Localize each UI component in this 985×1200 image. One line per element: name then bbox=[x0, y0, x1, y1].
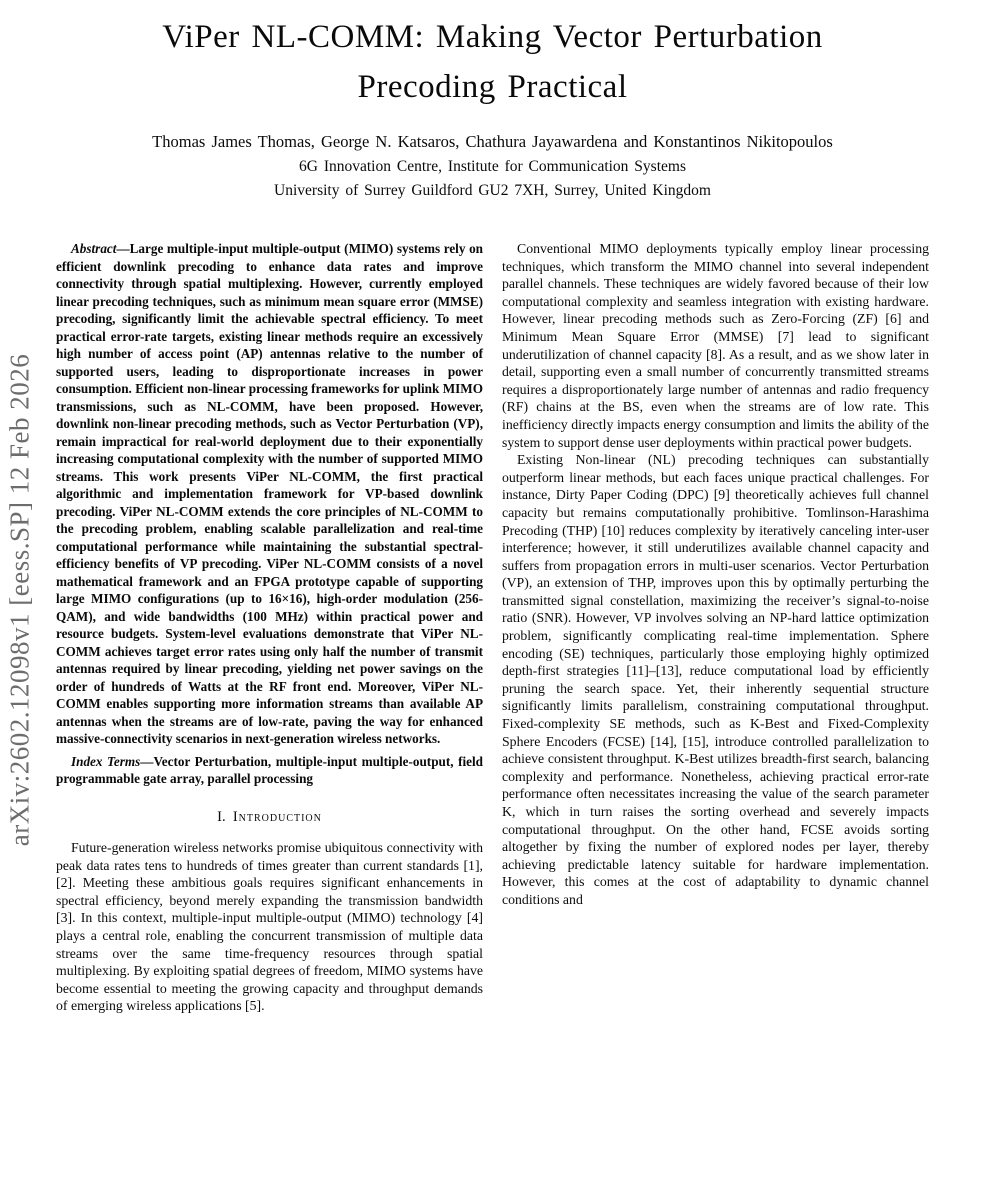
paper-header bbox=[0, 0, 985, 200]
section-heading-introduction bbox=[56, 809, 483, 827]
two-column-body bbox=[0, 240, 985, 1015]
affiliation-line-2: University of Surrey Guildford GU2 7XH, Surrey, United Kingdom bbox=[274, 182, 711, 199]
arxiv-watermark: arXiv:2602.12098v1 [eess.SP] 12 Feb 2026 bbox=[4, 353, 35, 847]
paper-title-line-1: ViPer NL-COMM: Making Vector Perturbation bbox=[162, 19, 823, 55]
intro-paragraph: Future-generation wireless networks promise ubiquitous connectivity with peak data rates tens to hundreds of times greater than current standards [1], [2]. Meeting these ambitious goals requires significant enhancements in spectral efficiency, beyond merely expanding the transmission bandwidth [3]. In this context, multiple-input multiple-output (MIMO) technology [4] plays a central role, enabling the concurrent transmission of multiple data streams over the same time-frequency resources through spatial multiplexing. By exploiting spatial degrees of freedom, MIMO systems have become essential to meeting the growing capacity and throughput demands of emerging wireless applications [5]. bbox=[56, 840, 483, 1014]
abstract-paragraph bbox=[56, 240, 483, 748]
affiliation-line-1: 6G Innovation Centre, Institute for Communication Systems bbox=[299, 158, 686, 175]
abstract-text: —Large multiple-input multiple-output (MIMO) systems rely on efficient downlink precoding to enhance data rates and improve connectivity through spatial multiplexing. However, currently employed linear precoding techniques, such as minimum mean square error (MMSE) precoding, significantly limit the achievable spectral efficiency. To meet practical error-rate targets, existing linear methods require an excessively high number of access point (AP) antennas relative to the number of supported users, leading to disproportionate increases in power consumption. Efficient non-linear processing frameworks for uplink MIMO transmissions, such as NL-COMM, have been proposed. However, downlink non-linear precoding methods, such as Vector Perturbation (VP), remain impractical for real-world deployment due to their exponentially increasing computational complexity with the number of supported MIMO streams. This work presents ViPer NL-COMM, the first practical algorithmic and implementation framework for VP-based downlink precoding. ViPer NL-COMM extends the core principles of NL-COMM to the precoding problem, enabling scalable parallelization and real-time computational performance while maintaining the substantial spectral-efficiency benefits of VP precoding. ViPer NL-COMM consists of a novel mathematical framework and an FPGA prototype capable of supporting large MIMO configurations (up to 16×16), high-order modulation (256-QAM), and wide bandwidths (100 MHz) within practical power and resource budgets. System-level evaluations demonstrate that ViPer NL-COMM achieves target error rates using only half the number of transmit antennas required by linear precoding, yielding net power savings on the order of hundreds of Watts at the RF front end. Moreover, ViPer NL-COMM enables supporting more information streams than available AP antennas when the streams are of low-rate, paving the way for enhanced massive-connectivity scenarios in next-generation wireless networks. bbox=[56, 241, 483, 746]
left-column bbox=[56, 240, 483, 1015]
section-title: Introduction bbox=[232, 808, 322, 825]
authors-line: Thomas James Thomas, George N. Katsaros, Chathura Jayawardena and Konstantinos Nikitopoulos bbox=[152, 132, 833, 151]
paper-title-line-2: Precoding Practical bbox=[357, 69, 628, 105]
right-column-paragraph-2: Existing Non-linear (NL) precoding techniques can substantially outperform linear methods, but each faces unique practical challenges. For instance, Dirty Paper Coding (DPC) [9] theoretically achieves full channel capacity but remains computationally prohibitive. Tomlinson-Harashima Precoding (THP) [10] reduces complexity by iteratively canceling inter-user interference; however, it still underutilizes available channel capacity and suffers from propagation errors in multi-user scenarios. Vector Perturbation (VP), an extension of THP, improves upon this by optimally perturbing the transmitted signal constellation, maximizing the receiver’s signal-to-noise ratio (SNR). However, VP involves solving an NP-hard lattice optimization problem, significantly complicating real-time implementation. Sphere encoding (SE) techniques, particularly those employing highly optimized depth-first strategies [11]–[13], reduce computational load by efficiently pruning the search space. Yet, their inherently sequential structure significantly limits parallelism, constraining computational throughput. Fixed-complexity SE methods, such as K-Best and Fixed-Complexity Sphere Encoders (FCSE) [14], [15], introduce controlled parallelization to achieve consistent throughput. K-Best utilizes breadth-first search, balancing complexity and performance. Nonetheless, achieving practical error-rate performance often necessitates increasing the value of the search parameter K, which in turn raises the sorting overhead and severely impacts computational throughput. On the other hand, FCSE avoids sorting altogether by fixing the number of explored nodes per layer, thereby achieving predictable latency suitable for hardware implementation. However, this comes at the cost of adaptability to dynamic channel conditions and bbox=[502, 452, 929, 907]
index-terms-paragraph bbox=[56, 753, 483, 788]
right-column bbox=[502, 240, 929, 1015]
index-terms-label: Index Terms bbox=[71, 753, 141, 769]
abstract-label: Abstract bbox=[71, 241, 117, 256]
index-terms-text: —Vector Perturbation, multiple-input multiple-output, field programmable gate array, parallel processing bbox=[56, 753, 484, 786]
section-number: I. bbox=[217, 808, 226, 825]
paper-title bbox=[0, 12, 985, 112]
right-column-paragraph-1: Conventional MIMO deployments typically employ linear processing techniques, which transform the MIMO channel into several independent parallel channels. These techniques are widely favored because of their low computational complexity and seamless integration with existing hardware. However, linear precoding methods such as Zero-Forcing (ZF) [6] and Minimum Mean Square Error (MMSE) [7] lead to significant underutilization of channel capacity [8]. As a result, and as we show later in detail, supporting even a small number of concurrently transmitted streams requires a disproportionately large number of antennas and radio frequency (RF) chains at the BS, even when the streams are of low rate. This inefficiency directly impacts energy consumption and limits the ability of the system to support dense user deployments within practical power budgets. bbox=[502, 241, 929, 450]
